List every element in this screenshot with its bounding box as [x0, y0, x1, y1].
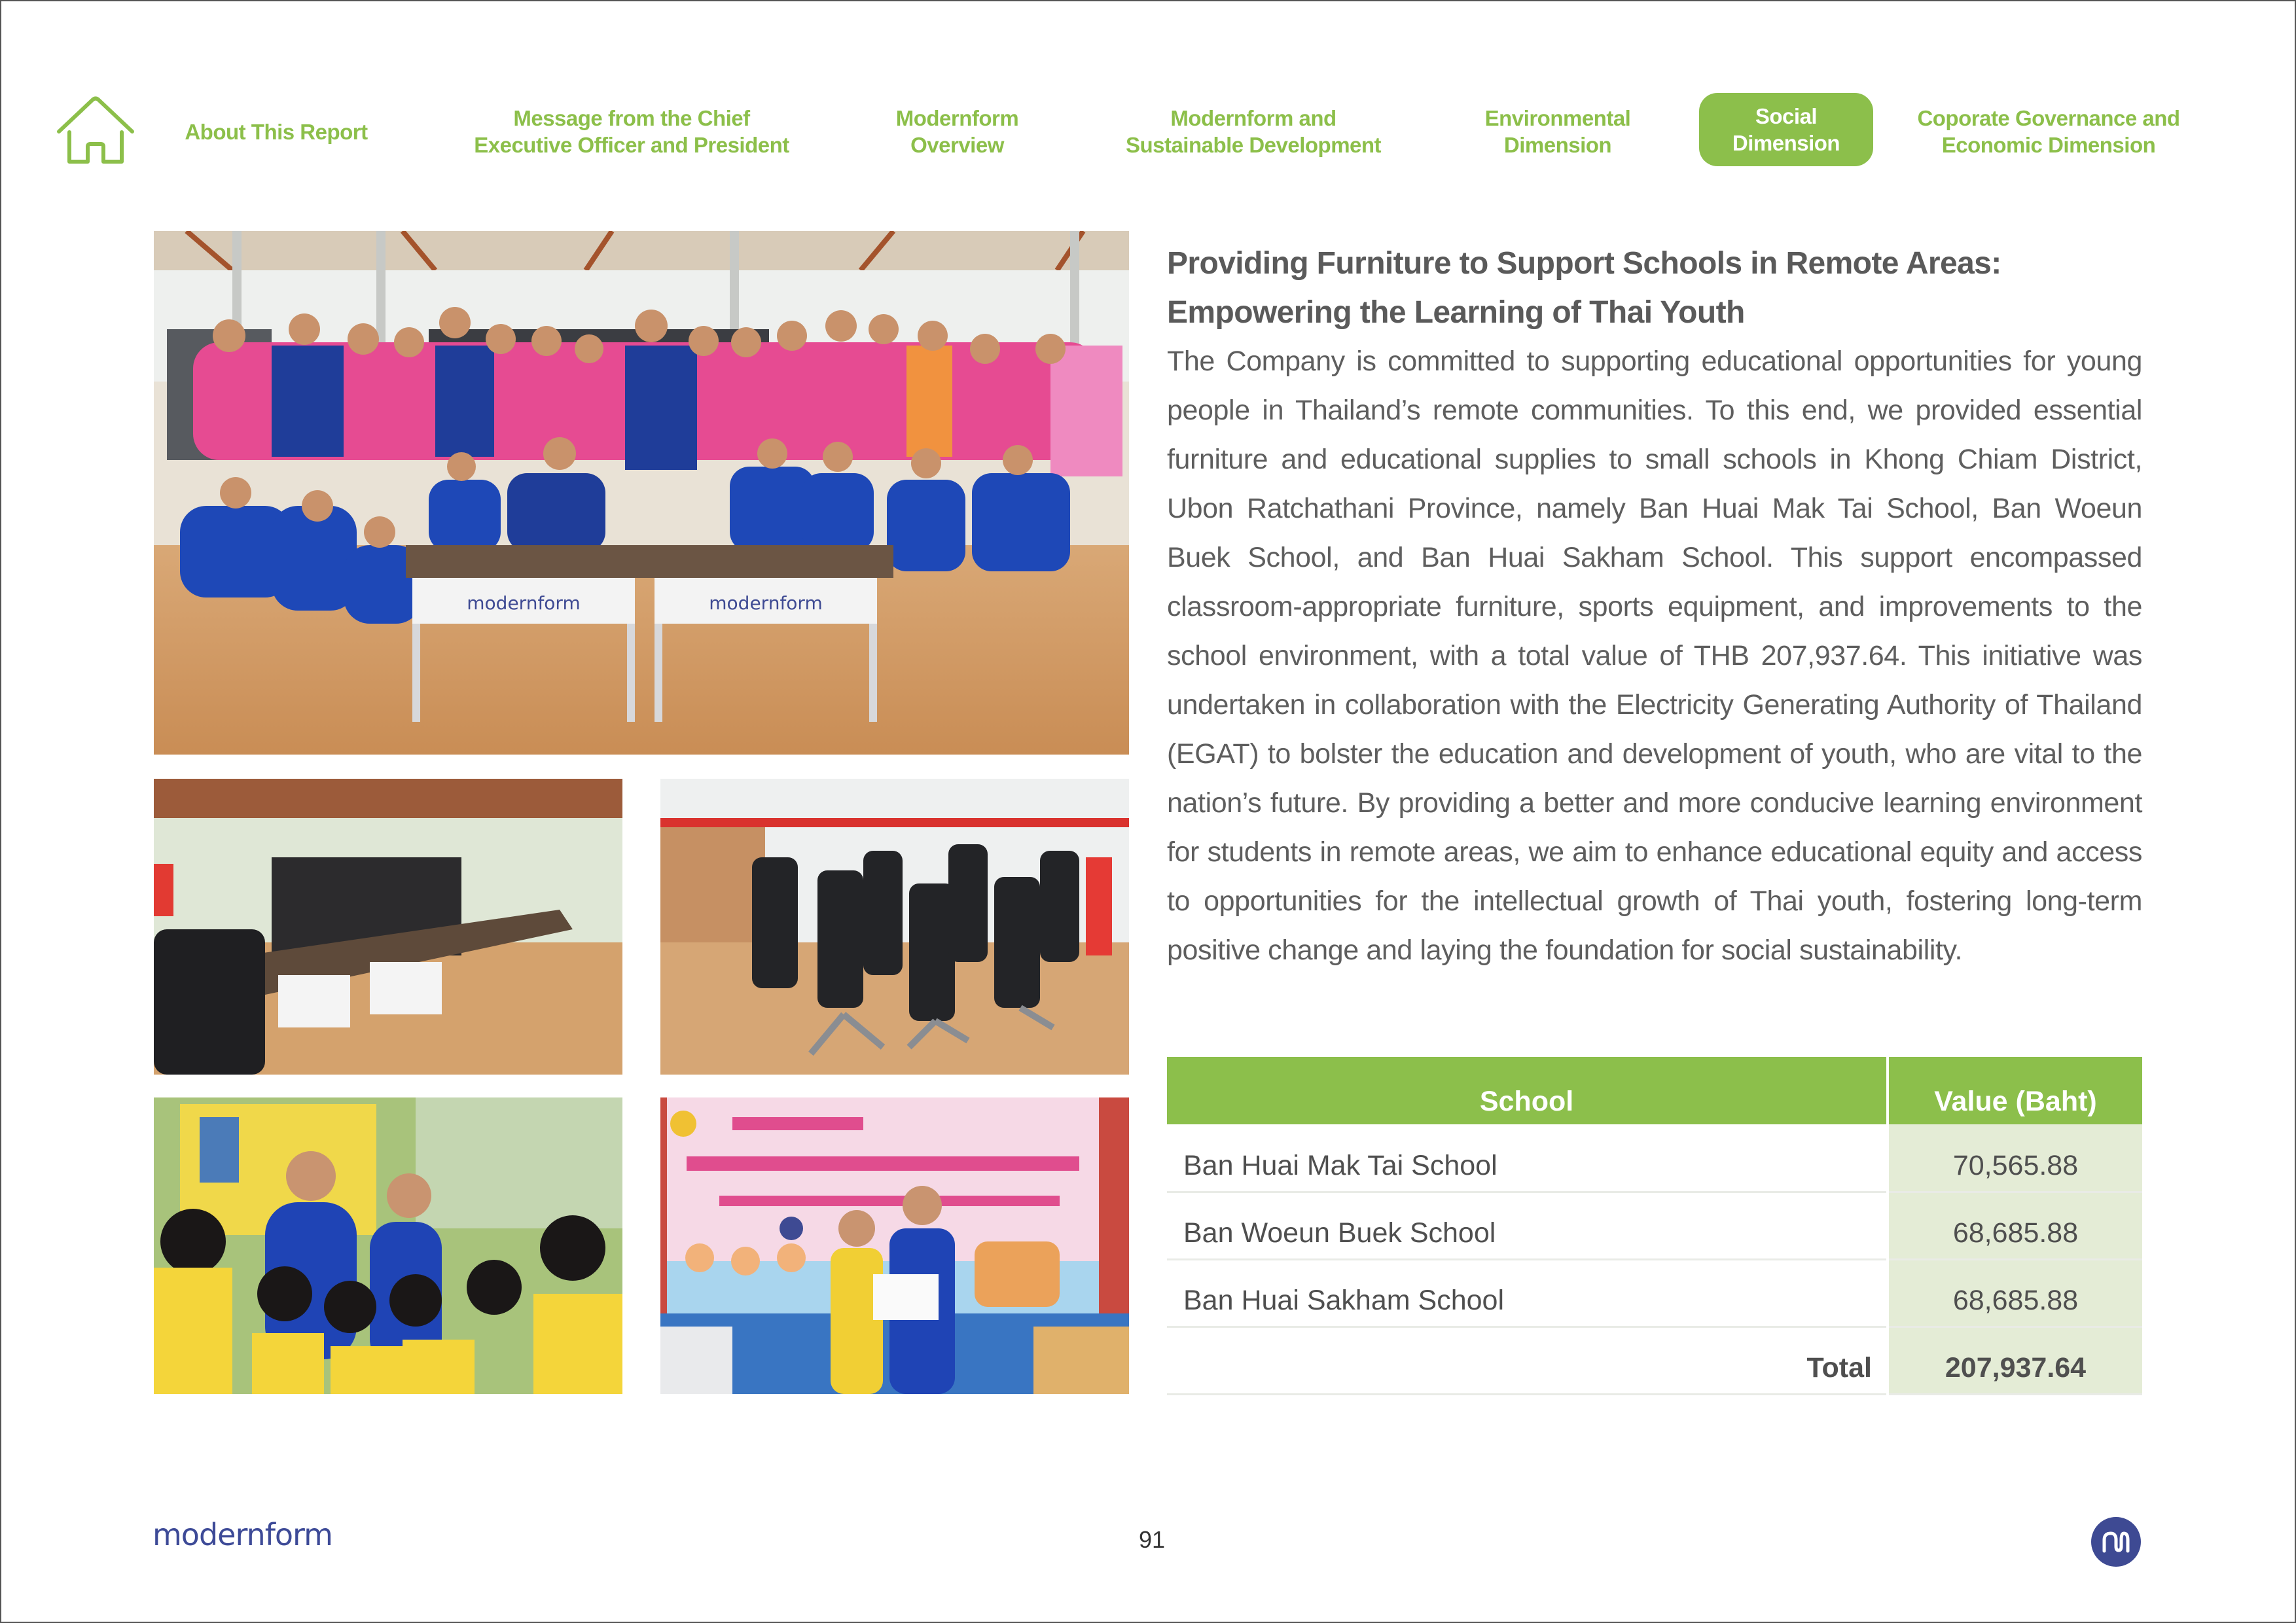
nav-label: Coporate Governance and Economic Dimension [1917, 106, 2180, 157]
children-photo [154, 1097, 622, 1394]
modernform-wordmark-logo: modernform [152, 1517, 332, 1552]
svg-text:modernform: modernform [709, 592, 823, 614]
nav-label: Social Dimension [1732, 104, 1840, 155]
group-photo [154, 231, 1129, 755]
table-total-row [1167, 1327, 2142, 1394]
nav-label: Environmental Dimension [1484, 106, 1631, 157]
table-row [1167, 1192, 2142, 1259]
school-name: Ban Huai Mak Tai School [1167, 1124, 1888, 1192]
school-value: 68,685.88 [1888, 1259, 2142, 1327]
nav-environmental-dimension[interactable] [1466, 103, 1649, 160]
modernform-m-logo-icon [2091, 1517, 2141, 1567]
school-name: Ban Woeun Buek School [1167, 1192, 1888, 1259]
nav-social-dimension[interactable] [1699, 93, 1873, 166]
nav-label: About This Report [185, 119, 368, 144]
banner-photo [660, 1097, 1129, 1394]
nav-label: Modernform Overview [895, 106, 1019, 157]
nav-label: Modernform and Sustainable Development [1125, 106, 1382, 157]
table-row [1167, 1124, 2142, 1192]
school-value-table [1167, 1057, 2142, 1395]
nav-sustainable-development[interactable] [1106, 103, 1401, 160]
chairs-photo [660, 779, 1129, 1075]
nav-label: Message from the Chief Executive Officer and President [474, 106, 789, 157]
table-header-row [1167, 1057, 2142, 1124]
school-name: Ban Huai Sakham School [1167, 1259, 1888, 1327]
school-value: 70,565.88 [1888, 1124, 2142, 1192]
column-header-value: Value (Baht) [1888, 1057, 2142, 1124]
article-body: The Company is committed to supporting educational opportunities for young people in Thailand’s remote communities. To this end, we provided essential furniture and educational supplies to small schools in Khong Chiam District, Ubon Ratchathani Province, namely Ban Huai Mak Tai School, Ban Woeun Buek School, and Ban Huai Sakham School. This support encompassed classroom-appropriate furniture, sports equipment, and improvements to the school environment, with a total value of THB 207,937.64. This initiative was undertaken in collaboration with the Electricity Generating Authority of Thailand (EGAT) to bolster the education and development of youth, who are vital to the nation’s future. By providing a better and more conducive learning environment for students in remote areas, we aim to enhance educational equity and access to opportunities for the intellectual growth of Thai youth, fostering long-term positive change and laying the foundation for social sustainability. [1167, 346, 2142, 966]
school-value: 68,685.88 [1888, 1192, 2142, 1259]
nav-modernform-overview[interactable] [870, 103, 1044, 160]
total-label: Total [1167, 1327, 1888, 1394]
article-title-line-1: Providing Furniture to Support Schools in Remote Areas: [1167, 246, 2001, 281]
total-value: 207,937.64 [1888, 1327, 2142, 1394]
nav-about-this-report[interactable] [171, 103, 381, 160]
desks-photo [154, 779, 622, 1075]
article-title [1167, 239, 2142, 337]
column-header-school: School [1167, 1057, 1888, 1124]
svg-text:modernform: modernform [467, 592, 581, 614]
home-icon[interactable] [54, 94, 137, 168]
article-title-line-2: Empowering the Learning of Thai Youth [1167, 295, 1745, 330]
nav-message-from-ceo[interactable] [458, 103, 805, 160]
nav-corporate-governance[interactable] [1898, 103, 2199, 160]
page-number: 91 [1138, 1526, 1166, 1553]
table-row [1167, 1259, 2142, 1327]
